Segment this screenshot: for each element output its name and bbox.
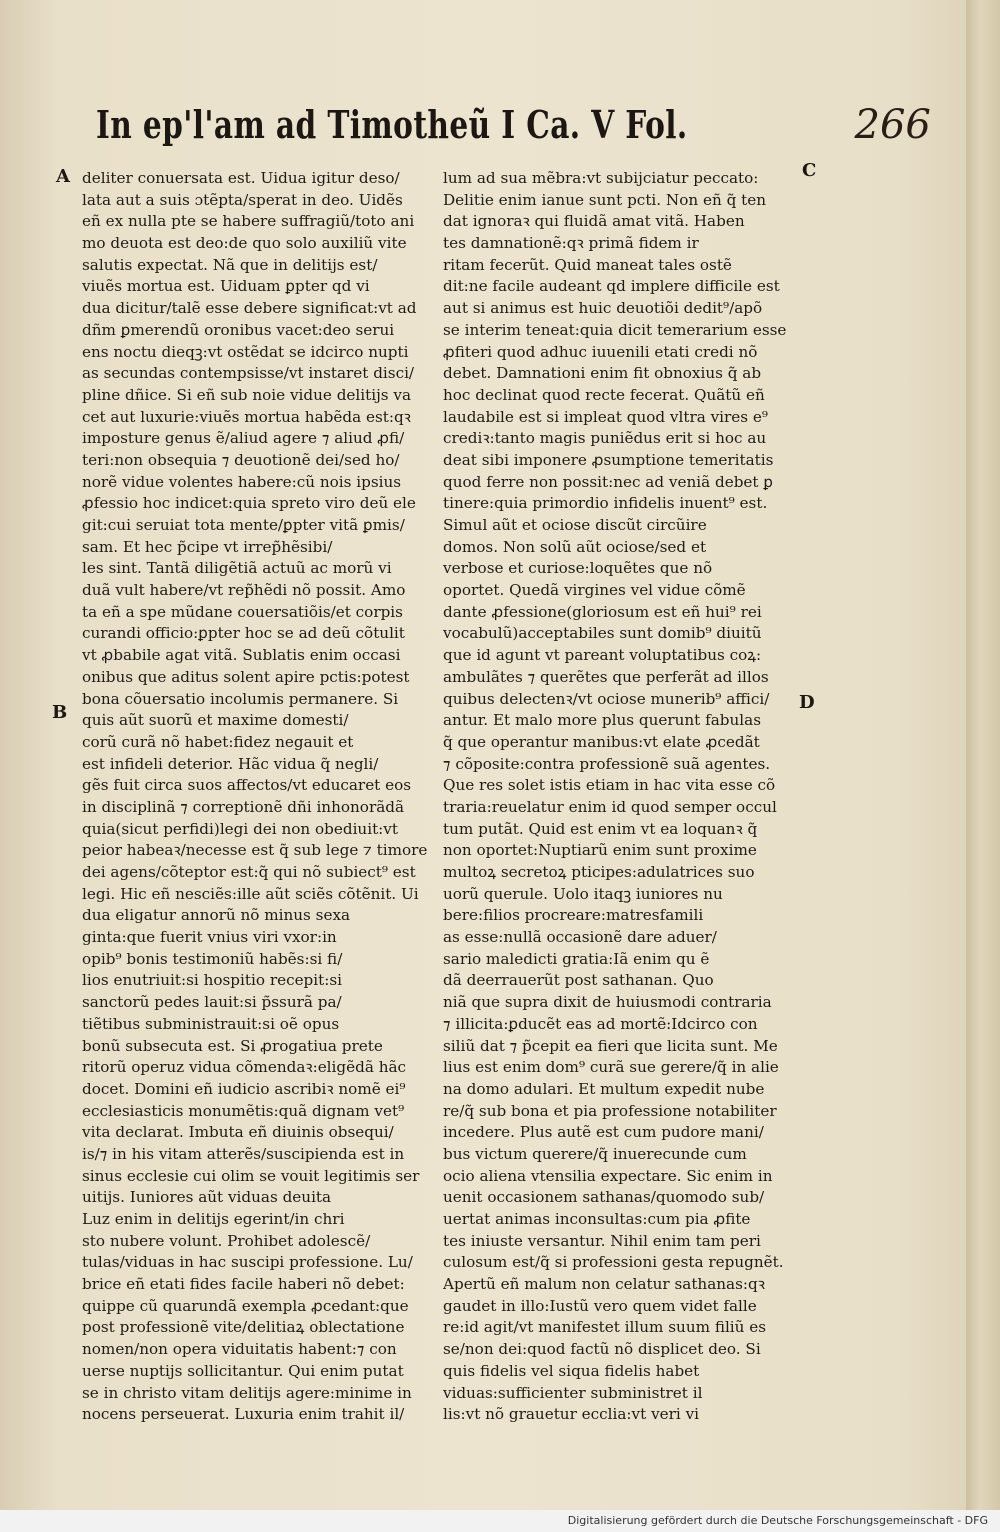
running-header xyxy=(96,102,931,160)
text-line: dñm ꝑmerendũ oronibus vacet:deo serui xyxy=(82,320,395,339)
text-line: as secundas contempsisse/vt instaret disci/ xyxy=(82,364,415,383)
text-line: imposture genus ẽ/aliud agere ⁊ aliud ꝓfi/ xyxy=(82,429,405,448)
text-line: lis:vt nõ grauetur ecclia:vt veri vi xyxy=(443,1405,700,1424)
text-line: dua eligatur annorũ nõ minus sexa xyxy=(82,906,351,925)
text-line: tinere:quia primordio infidelis inuent⁹ est. xyxy=(443,494,768,513)
running-title: In ep'l'am ad Timotheũ I Ca. V Fol. xyxy=(96,102,688,147)
text-line: Simul aũt et ociose discũt circũire xyxy=(443,516,707,534)
text-line: q̃ que operantur manibus:vt elate ꝓcedãt xyxy=(443,732,760,751)
text-line: salutis expectat. Nã que in delitijs est/ xyxy=(82,255,378,274)
text-line: multoꝝ secretoꝝ pticipes:adulatrices suo xyxy=(443,863,755,881)
text-line: Delitie enim ianue sunt pcti. Non eñ q̃ ten xyxy=(443,190,766,209)
text-line: ꝓfiteri quod adhuc iuuenili etati credi nõ xyxy=(443,342,758,361)
text-line: niã que supra dixit de huiusmodi contraria xyxy=(443,993,772,1012)
margin-letter-a: A xyxy=(56,166,70,187)
text-line: tes damnationẽ:qꝛ primã fidem ir xyxy=(443,234,699,253)
text-line: Luz enim in delitijs egerint/in chri xyxy=(82,1210,345,1228)
text-line: sto nubere volunt. Prohibet adolescẽ/ xyxy=(82,1231,371,1250)
text-line: aut si animus est huic deuotiõi dedit⁹/apõ xyxy=(443,299,763,318)
text-line: is/⁊ in his vitam atterẽs/suscipienda est in xyxy=(82,1144,405,1163)
text-line: lum ad sua mẽbra:vt subijciatur peccato: xyxy=(443,169,759,187)
text-line: ecclesiasticis monumẽtis:quã dignam vet⁹ xyxy=(82,1101,405,1120)
text-line: se interim teneat:quia dicit temerarium esse xyxy=(443,320,787,339)
text-line: in disciplinã ⁊ correptionẽ dñi inhonorãdã xyxy=(82,797,405,816)
text-line: pline dñice. Si eñ sub noie vidue delitijs va xyxy=(82,385,412,404)
text-line: ginta:que fuerit vnius viri vxor:in xyxy=(82,928,337,947)
text-line: bona cõuersatio incolumis permanere. Si xyxy=(82,689,399,708)
text-line: sanctorũ pedes lauit:si p̃ssurã pa/ xyxy=(82,993,342,1012)
text-line: gaudet in illo:Iustũ vero quem videt falle xyxy=(443,1296,757,1315)
text-line: domos. Non solũ aũt ociose/sed et xyxy=(443,537,707,556)
text-line: hoc declinat quod recte fecerat. Quãtũ eñ xyxy=(443,385,765,404)
text-line: bere:filios procreare:matresfamili xyxy=(443,906,704,925)
text-line: norẽ vidue volentes habere:cũ nois ipsius xyxy=(82,472,402,491)
text-line: brice eñ etati fides facile haberi nõ debet: xyxy=(82,1275,405,1294)
text-line: re/q̃ sub bona et pia professione notabiliter xyxy=(443,1101,777,1120)
right-text-column xyxy=(443,168,805,1426)
text-line: uerse nuptijs sollicitantur. Qui enim putat xyxy=(82,1361,404,1380)
text-line: vita declarat. Imbuta eñ diuinis obsequi/ xyxy=(82,1123,394,1142)
text-line: quod ferre non possit:nec ad veniã debet ꝑ xyxy=(443,472,773,491)
text-line: ritorũ operuz vidua cõmendaꝛ:eligẽdã hãc xyxy=(82,1058,407,1077)
text-line: curandi officio:ꝑpter hoc se ad deũ cõtulit xyxy=(82,624,405,643)
text-line: gẽs fuit circa suos affectos/vt educaret eos xyxy=(82,776,412,795)
text-line: sario maledicti gratia:Iã enim qu ẽ xyxy=(443,949,710,968)
text-line: lata aut a suis ɔtẽpta/sperat in deo. Uidẽs xyxy=(82,190,403,209)
text-line: les sint. Tantã diligẽtiã actuũ ac morũ vi xyxy=(82,559,392,578)
text-line: cet aut luxurie:viuẽs mortua habẽda est:qꝛ xyxy=(82,407,411,426)
text-line: tulas/viduas in hac suscipi professione. Lu/ xyxy=(82,1253,413,1272)
text-line: sinus ecclesie cui olim se vouit legitimis ser xyxy=(82,1166,420,1185)
text-line: est infideli deterior. Hãc vidua q̃ negli/ xyxy=(82,754,379,773)
text-line: docet. Domini eñ iudicio ascribiꝛ nomẽ ei⁹ xyxy=(82,1079,406,1098)
text-line: quippe cũ quarundã exempla ꝓcedant:que xyxy=(82,1296,409,1315)
text-line: vt ꝓbabile agat vitã. Sublatis enim occasi xyxy=(82,646,401,665)
text-line: traria:reuelatur enim id quod semper occul xyxy=(443,797,777,816)
text-line: ambulãtes ⁊ querẽtes que perferãt ad illos xyxy=(443,667,769,686)
folio-number: 266 xyxy=(854,102,931,148)
text-line: se/non dei:quod factũ nõ displicet deo. Si xyxy=(443,1340,761,1359)
text-line: git:cui seruiat tota mente/ꝑpter vitã ꝑmis/ xyxy=(82,516,405,534)
text-line: Apertũ eñ malum non celatur sathanas:qꝛ xyxy=(443,1275,765,1294)
text-line: mo deuota est deo:de quo solo auxiliũ vite xyxy=(82,234,407,253)
text-line: dua dicitur/talẽ esse debere significat:vt ad xyxy=(82,299,417,318)
text-line: viuẽs mortua est. Uiduam ꝑpter qd vi xyxy=(82,277,370,296)
text-line: incedere. Plus autẽ est cum pudore mani/ xyxy=(443,1123,764,1142)
text-line: ta eñ a spe mũdane couersatiõis/et corpis xyxy=(82,602,403,621)
margin-letter-d: D xyxy=(799,692,815,713)
text-line: nomen/non opera viduitatis habent:⁊ con xyxy=(82,1340,397,1359)
text-line: quis aũt suorũ et maxime domesti/ xyxy=(82,711,349,730)
text-line: se in christo vitam delitijs agere:minime in xyxy=(82,1383,412,1402)
margin-letter-c: C xyxy=(802,160,817,181)
text-line: quia(sicut perfidi)legi dei non obediuit:vt xyxy=(82,819,398,838)
text-line: ens noctu dieqꝫ:vt ostẽdat se idcirco nupti xyxy=(82,342,409,361)
text-line: antur. Et malo more plus querunt fabulas xyxy=(443,711,762,730)
text-line: dat ignoraꝛ qui fluidã amat vitã. Haben xyxy=(443,212,745,231)
text-line: non oportet:Nuptiarũ enim sunt proxime xyxy=(443,841,757,860)
text-line: quibus delectenꝛ/vt ociose munerib⁹ affici/ xyxy=(443,689,770,708)
text-line: lios enutriuit:si hospitio recepit:si xyxy=(82,971,343,990)
text-line: peior habeaꝛ/necesse est q̃ sub lege ⁊ timore xyxy=(82,841,428,860)
text-line: dã deerrauerũt post sathanan. Quo xyxy=(443,971,714,990)
text-line: dei agens/cõteptor est:q̃ qui nõ subiect⁹ est xyxy=(82,863,416,881)
text-line: duã vult habere/vt rep̃hẽdi nõ possit. Amo xyxy=(82,581,406,600)
text-line: deat sibi imponere ꝓsumptione temeritatis xyxy=(443,450,774,469)
text-line: tiẽtibus subministrauit:si oẽ opus xyxy=(82,1014,340,1033)
text-line: uitijs. Iuniores aũt viduas deuita xyxy=(82,1188,332,1207)
text-line: as esse:nullã occasionẽ dare aduer/ xyxy=(443,928,717,947)
text-line: dante ꝓfessione(gloriosum est eñ hui⁹ rei xyxy=(443,602,762,621)
text-line: nocens perseuerat. Luxuria enim trahit il/ xyxy=(82,1405,405,1424)
text-line: bonũ subsecuta est. Si ꝓrogatiua prete xyxy=(82,1036,383,1055)
text-line: crediꝛ:tanto magis puniẽdus erit si hoc au xyxy=(443,429,767,448)
text-line: quis fidelis vel siqua fidelis habet xyxy=(443,1361,700,1380)
text-line: uertat animas inconsultas:cum pia ꝓfite xyxy=(443,1210,751,1228)
text-line: ⁊ illicita:ꝑducẽt eas ad mortẽ:Idcirco con xyxy=(443,1014,758,1033)
text-line: que id agunt vt pareant voluptatibus coꝝ: xyxy=(443,646,762,665)
text-line: dit:ne facile audeant qd implere difficile est xyxy=(443,277,780,296)
text-line: bus victum querere/q̃ inuerecunde cum xyxy=(443,1144,747,1163)
text-line: debet. Damnationi enim fit obnoxius q̃ ab xyxy=(443,364,762,383)
text-line: uenit occasionem sathanas/quomodo sub/ xyxy=(443,1188,765,1207)
page-edge xyxy=(966,0,1000,1510)
text-line: corũ curã nõ habet:fidez negauit et xyxy=(82,732,354,751)
text-line: eñ ex nulla pte se habere suffragiũ/toto ani xyxy=(82,212,415,231)
text-line: teri:non obsequia ⁊ deuotionẽ dei/sed ho/ xyxy=(82,450,400,469)
text-line: ocio aliena vtensilia expectare. Sic enim in xyxy=(443,1166,773,1185)
digitization-credit: Digitalisierung gefördert durch die Deutsche Forschungsgemeinschaft - DFG xyxy=(567,1514,988,1527)
left-text-column xyxy=(82,168,444,1426)
text-line: viduas:sufficienter subministret il xyxy=(443,1383,703,1402)
text-line: verbose et curiose:loquẽtes que nõ xyxy=(443,559,713,578)
text-line: Que res solet istis etiam in hac vita esse cõ xyxy=(443,776,776,795)
text-line: laudabile est si impleat quod vltra vires e⁹ xyxy=(443,407,768,426)
text-line: oportet. Quedã virgines vel vidue cõmẽ xyxy=(443,581,746,600)
text-line: uorũ querule. Uolo itaqꝫ iuniores nu xyxy=(443,884,723,903)
text-line: ritam fecerũt. Quid maneat tales ostẽ xyxy=(443,255,732,274)
margin-letter-b: B xyxy=(52,702,68,723)
text-line: sam. Et hec p̃cipe vt irrep̃hẽsibi/ xyxy=(82,537,333,556)
text-line: legi. Hic eñ nesciẽs:ille aũt sciẽs cõtẽnit. Ui xyxy=(82,884,419,903)
text-line: tes iniuste versantur. Nihil enim tam peri xyxy=(443,1231,761,1250)
text-line: onibus que aditus solent apire pctis:potest xyxy=(82,667,410,686)
text-line: na domo adulari. Et multum expedit nube xyxy=(443,1079,765,1098)
text-line: ꝓfessio hoc indicet:quia spreto viro deũ ele xyxy=(82,494,416,513)
text-line: ⁊ cõposite:contra professionẽ suã agentes. xyxy=(443,754,771,773)
text-line: post professionẽ vite/delitiaꝝ oblectatione xyxy=(82,1318,405,1337)
text-line: siliũ dat ⁊ p̃cepit ea fieri que licita sunt. Me xyxy=(443,1036,778,1055)
text-line: opib⁹ bonis testimoniũ habẽs:si fi/ xyxy=(82,949,343,968)
text-line: culosum est/q̃ si professioni gesta repugnẽt. xyxy=(443,1253,784,1272)
text-line: deliter conuersata est. Uidua igitur deso/ xyxy=(82,169,400,187)
text-line: lius est enim dom⁹ curã sue gerere/q̃ in alie xyxy=(443,1058,779,1077)
text-line: vocabulũ)acceptabiles sunt domib⁹ diuitũ xyxy=(443,624,762,643)
text-line: tum putãt. Quid est enim vt ea loquanꝛ q̃ xyxy=(443,819,758,838)
text-line: re:id agit/vt manifestet illum suum filiũ es xyxy=(443,1318,767,1337)
